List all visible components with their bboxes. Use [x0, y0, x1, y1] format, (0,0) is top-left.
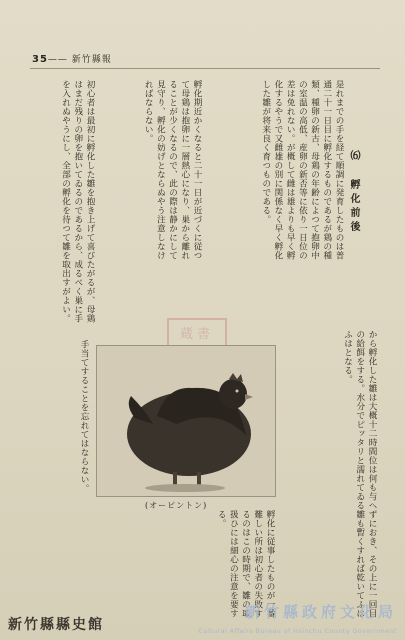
page-number: 35	[32, 54, 48, 65]
body-column-r1: 是れまでの手を経て順調に発育したものは普通二十一日目に孵化するものであるが鶏の種類、種卵の新古、母鶏の年齢によつて抱卵中の室温の高低、産卵の新否等に依り一日位の差は免れない。が概して雌は雄よりも早く孵化するやうで又雌雄の別に関係なく早く孵化した雛が将来良く育つものである。	[260, 80, 344, 260]
watermark-text: 新竹縣政府文化局	[244, 603, 397, 621]
journal-title: —— 新竹縣報	[47, 55, 112, 65]
photo-caption: (オーピントン)	[145, 501, 208, 510]
section-title: ⑹ 孵化前後	[348, 150, 359, 235]
page-header	[32, 52, 112, 65]
watermark-subtext: Cultural Affairs Bureau of Hsinchu County Government	[198, 627, 397, 635]
body-column-l3: 孵化に従事したものが一番難しい所は初心者の失敗するのはこの時期で、雛の取扱ひには細心の注意を要する。	[216, 510, 275, 618]
hen-photo	[96, 345, 276, 497]
body-column-r2: 孵化期近かくなると二十一日が近づくに従つて母鶏は抱卵に一層熱心になり、巣から離れることが少くなるので、此の際は静かにして見守り、孵化の妨げとならぬやう注意しなければならない。	[143, 80, 202, 260]
body-column-r3: 初心者は最初に孵化した雛を抱き上げて喜びたがるが、母鶏はまだ残りの卵を抱いてゐるのであるから、成るべく巣に手を入れぬやうにし、全部の孵化を待つて雛を取出すがよい。	[60, 80, 95, 323]
body-column-l4: 手当てすることを忘れてはならない。	[79, 340, 89, 493]
archive-seal: 新竹縣縣史館	[8, 617, 104, 633]
body-column-l1: から孵化した雛は大概十二時間位は何も与へずにおき、その上に一回目の給餌をする。水分でピッタリと濡れてゐる雛も暫くすれば乾いてふはふはとなる。	[342, 330, 377, 618]
hen-illustration	[97, 346, 275, 496]
library-stamp: 蔵書	[167, 318, 227, 356]
header-rule	[30, 68, 380, 69]
